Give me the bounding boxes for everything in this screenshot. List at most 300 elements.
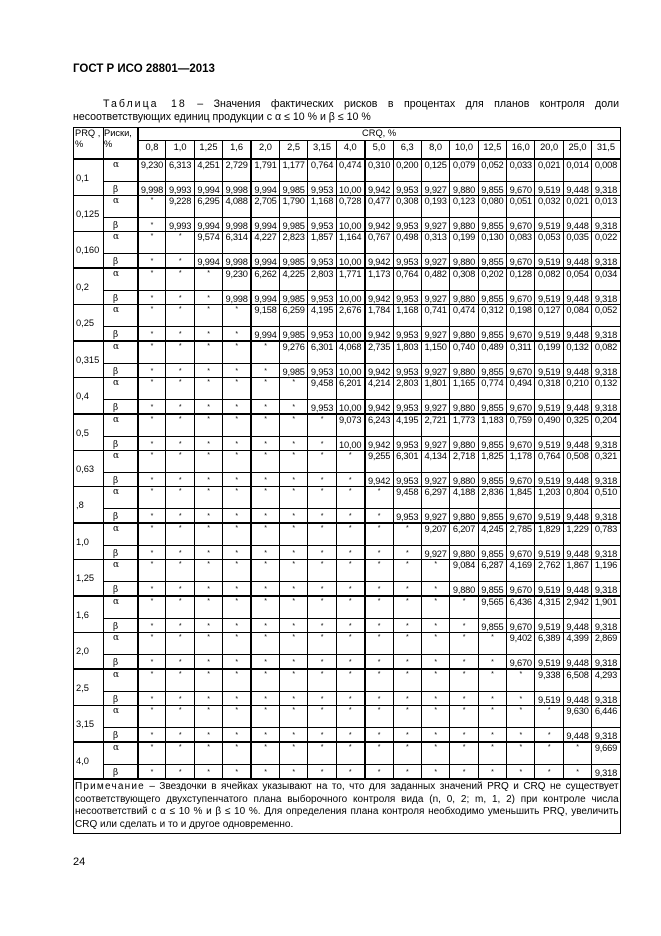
caption-line-2: несоответствующих единиц продукции с α ≤ 10 % и β ≤ 10 % [73,111,371,123]
risk-value-cell: 9,448 [563,254,591,269]
no-plan-cell: * [138,596,166,619]
no-plan-cell: * [138,669,166,692]
no-plan-cell: * [166,582,194,597]
risk-value-cell: 2,823 [279,232,307,254]
no-plan-cell: * [138,546,166,560]
no-plan-cell: * [421,692,449,706]
risk-value-cell: 9,318 [592,765,620,780]
risk-value-cell: 1,901 [592,596,620,619]
no-plan-cell: * [450,619,478,633]
note-text: – Звездочки в ячейках указывают на то, что для заданных значений PRQ и CRQ не существует соответствующего двухступенчатого плана выборочного контроля вида (n, 0, 2; m, 1, 2) при контроле числа несоответствий с α ≤ 10 % и β ≤ 10 %. Для определения плана контроля необходимо уменьшить PRQ, увеличить CRQ или сделать и то и другое одновременно. [75,781,619,830]
prq-value: 0,160 [74,232,104,269]
risk-value-cell: 9,519 [535,655,563,670]
risk-value-cell: 9,458 [308,378,336,400]
risk-value-cell: 9,993 [166,218,194,232]
no-plan-cell: * [450,728,478,743]
page-number: 24 [73,856,86,868]
no-plan-cell: * [421,742,449,765]
no-plan-cell: * [194,364,222,378]
no-plan-cell: * [194,378,222,400]
no-plan-cell: * [308,633,336,655]
caption-line-1 [73,98,619,111]
beta-symbol: β [104,254,138,269]
no-plan-cell: * [223,364,251,378]
no-plan-cell: * [166,596,194,619]
risk-value-cell: 9,985 [279,218,307,232]
risk-value-cell: 9,953 [393,327,421,342]
table-row-alpha [74,706,621,728]
risk-value-cell: 9,985 [279,291,307,305]
no-plan-cell: * [279,400,307,415]
risk-value-cell: 2,803 [308,268,336,291]
no-plan-cell: * [393,728,421,743]
risk-value-cell: 2,729 [223,159,251,182]
risk-value-cell: 9,953 [393,218,421,232]
no-plan-cell: * [421,633,449,655]
risk-value-cell: 9,953 [308,327,336,342]
risk-value-cell: 9,953 [393,254,421,269]
table-row-beta [74,364,621,378]
no-plan-cell: * [308,692,336,706]
no-plan-cell: * [166,473,194,487]
alpha-symbol: α [104,633,138,655]
prq-value: 0,5 [74,414,104,451]
no-plan-cell: * [336,669,364,692]
no-plan-cell: * [251,765,279,780]
no-plan-cell: * [308,655,336,670]
no-plan-cell: * [336,692,364,706]
no-plan-cell: * [223,437,251,451]
no-plan-cell: * [365,596,393,619]
risk-value-cell: 1,178 [507,451,535,473]
risk-value-cell: 0,510 [592,487,620,509]
risk-value-cell: 9,574 [194,232,222,254]
no-plan-cell: * [279,437,307,451]
risk-value-cell: 9,994 [194,182,222,196]
risk-value-cell: 0,764 [393,268,421,291]
no-plan-cell: * [194,546,222,560]
no-plan-cell: * [308,509,336,524]
risk-value-cell: 9,953 [308,400,336,415]
risk-value-cell: 9,230 [138,159,166,182]
risk-value-cell: 2,869 [592,633,620,655]
risk-value-cell: 4,068 [336,341,364,364]
prq-value: 0,1 [74,159,104,196]
no-plan-cell: * [308,546,336,560]
risk-value-cell: 9,880 [450,291,478,305]
no-plan-cell: * [223,596,251,619]
no-plan-cell: * [393,765,421,780]
risk-value-cell: 9,985 [279,327,307,342]
no-plan-cell: * [166,327,194,342]
no-plan-cell: * [166,364,194,378]
risk-value-cell: 9,519 [535,364,563,378]
no-plan-cell: * [194,619,222,633]
risk-value-cell: 0,325 [563,414,591,437]
risk-value-cell: 6,446 [592,706,620,728]
no-plan-cell: * [251,378,279,400]
risk-value-cell: 9,670 [507,400,535,415]
risk-value-cell: 9,985 [279,364,307,378]
prq-value: 1,0 [74,523,104,560]
no-plan-cell: * [336,560,364,582]
alpha-symbol: α [104,706,138,728]
risk-value-cell: 9,855 [478,546,506,560]
risk-value-cell: 0,051 [507,196,535,218]
no-plan-cell: * [223,473,251,487]
risk-value-cell: 9,953 [393,473,421,487]
beta-symbol: β [104,692,138,706]
alpha-symbol: α [104,196,138,218]
risk-value-cell: 9,519 [535,692,563,706]
table-row-beta [74,509,621,524]
no-plan-cell: * [279,546,307,560]
table-row-beta [74,437,621,451]
risk-value-cell: 9,855 [478,437,506,451]
risk-value-cell: 9,855 [478,291,506,305]
beta-symbol: β [104,364,138,378]
risk-value-cell: 1,791 [251,159,279,182]
risk-value-cell: 9,448 [563,582,591,597]
table-row-beta [74,655,621,670]
no-plan-cell: * [336,523,364,546]
table-row-beta [74,400,621,415]
risk-value-cell: 9,942 [365,327,393,342]
no-plan-cell: * [279,560,307,582]
no-plan-cell: * [507,692,535,706]
table-row-beta [74,218,621,232]
table-row-alpha [74,305,621,327]
risk-value-cell: 10,00 [336,400,364,415]
risk-value-cell: 9,318 [592,655,620,670]
crq-value-header: 25,0 [563,141,591,160]
beta-symbol: β [104,619,138,633]
no-plan-cell: * [251,655,279,670]
no-plan-cell: * [478,669,506,692]
beta-symbol: β [104,437,138,451]
risk-value-cell: 9,855 [478,582,506,597]
risk-value-cell: 9,448 [563,509,591,524]
risk-value-cell: 9,565 [478,596,506,619]
no-plan-cell: * [166,487,194,509]
no-plan-cell: * [336,509,364,524]
risk-value-cell: 6,436 [507,596,535,619]
no-plan-cell: * [336,582,364,597]
no-plan-cell: * [535,765,563,780]
risk-value-cell: 2,785 [507,523,535,546]
risk-value-cell: 6,201 [336,378,364,400]
no-plan-cell: * [365,523,393,546]
risk-value-cell: 0,740 [450,341,478,364]
risk-value-cell: 2,836 [478,487,506,509]
no-plan-cell: * [393,523,421,546]
risk-value-cell: 0,033 [507,159,535,182]
no-plan-cell: * [194,341,222,364]
prq-value: 2,5 [74,669,104,706]
risk-value-cell: 0,021 [535,159,563,182]
risk-value-cell: 0,034 [592,268,620,291]
risk-value-cell: 9,927 [421,327,449,342]
no-plan-cell: * [421,669,449,692]
crq-value-header: 5,0 [365,141,393,160]
no-plan-cell: * [336,765,364,780]
no-plan-cell: * [365,633,393,655]
no-plan-cell: * [251,560,279,582]
risk-value-cell: 9,073 [336,414,364,437]
risk-value-cell: 9,880 [450,254,478,269]
risk-value-cell: 0,494 [507,378,535,400]
no-plan-cell: * [166,414,194,437]
note-row [74,779,621,834]
no-plan-cell: * [365,765,393,780]
no-plan-cell: * [223,523,251,546]
no-plan-cell: * [365,546,393,560]
no-plan-cell: * [223,742,251,765]
no-plan-cell: * [223,669,251,692]
risk-value-cell: 1,784 [365,305,393,327]
risk-value-cell: 9,519 [535,400,563,415]
risk-value-cell: 10,00 [336,182,364,196]
risk-value-cell: 0,318 [535,378,563,400]
alpha-symbol: α [104,523,138,546]
risk-value-cell: 9,318 [592,400,620,415]
risk-value-cell: 9,228 [166,196,194,218]
risk-value-cell: 9,927 [421,291,449,305]
risk-value-cell: 9,880 [450,400,478,415]
risk-value-cell: 6,295 [194,196,222,218]
risk-value-cell: 9,670 [507,218,535,232]
risk-value-cell: 0,774 [478,378,506,400]
no-plan-cell: * [166,523,194,546]
no-plan-cell: * [194,305,222,327]
risk-value-cell: 1,801 [421,378,449,400]
risk-value-cell: 0,804 [563,487,591,509]
no-plan-cell: * [450,596,478,619]
no-plan-cell: * [308,523,336,546]
risk-value-cell: 1,845 [507,487,535,509]
risk-value-cell: 4,251 [194,159,222,182]
risk-value-cell: 1,790 [279,196,307,218]
risk-value-cell: 9,276 [279,341,307,364]
risk-value-cell: 10,00 [336,437,364,451]
risk-table-body [74,128,621,834]
table-row-beta [74,291,621,305]
risk-value-cell: 9,519 [535,546,563,560]
no-plan-cell: * [166,437,194,451]
no-plan-cell: * [166,742,194,765]
no-plan-cell: * [194,742,222,765]
risk-value-cell: 9,985 [279,182,307,196]
risk-value-cell: 0,308 [450,268,478,291]
no-plan-cell: * [308,560,336,582]
risk-value-cell: 0,313 [421,232,449,254]
no-plan-cell: * [279,378,307,400]
risk-value-cell: 9,318 [592,728,620,743]
no-plan-cell: * [251,509,279,524]
no-plan-cell: * [336,451,364,473]
no-plan-cell: * [450,669,478,692]
risk-value-cell: 0,083 [507,232,535,254]
risk-value-cell: 4,293 [592,669,620,692]
no-plan-cell: * [393,692,421,706]
alpha-symbol: α [104,451,138,473]
no-plan-cell: * [138,341,166,364]
risk-value-cell: 0,013 [592,196,620,218]
risk-value-cell: 9,448 [563,655,591,670]
risk-value-cell: 9,519 [535,218,563,232]
crq-value-header: 8,0 [421,141,449,160]
no-plan-cell: * [507,669,535,692]
table-row-beta [74,765,621,780]
risk-value-cell: 9,519 [535,291,563,305]
table-row-beta [74,619,621,633]
no-plan-cell: * [365,742,393,765]
no-plan-cell: * [478,765,506,780]
risk-value-cell: 9,953 [393,437,421,451]
no-plan-cell: * [365,706,393,728]
no-plan-cell: * [365,560,393,582]
risk-value-cell: 9,519 [535,509,563,524]
no-plan-cell: * [279,692,307,706]
no-plan-cell: * [251,596,279,619]
risk-value-cell: 0,200 [393,159,421,182]
beta-symbol: β [104,327,138,342]
risk-value-cell: 9,448 [563,182,591,196]
no-plan-cell: * [138,232,166,254]
risk-value-cell: 0,489 [478,341,506,364]
no-plan-cell: * [138,414,166,437]
no-plan-cell: * [393,655,421,670]
risk-value-cell: 9,953 [308,182,336,196]
risk-value-cell: 9,670 [507,327,535,342]
risk-value-cell: 9,669 [592,742,620,765]
no-plan-cell: * [251,582,279,597]
no-plan-cell: * [251,437,279,451]
risk-value-cell: 2,803 [393,378,421,400]
risk-value-cell: 9,927 [421,509,449,524]
no-plan-cell: * [478,728,506,743]
risk-value-cell: 9,448 [563,546,591,560]
risk-value-cell: 9,953 [393,400,421,415]
header-row-1 [74,128,621,141]
risk-value-cell: 0,127 [535,305,563,327]
prq-value: 0,2 [74,268,104,305]
alpha-symbol: α [104,669,138,692]
table-row-alpha [74,159,621,182]
no-plan-cell: * [223,327,251,342]
no-plan-cell: * [138,291,166,305]
risk-value-cell: 9,318 [592,327,620,342]
crq-value-header: 31,5 [592,141,620,160]
risk-value-cell: 1,829 [535,523,563,546]
risk-value-cell: 9,255 [365,451,393,473]
no-plan-cell: * [563,742,591,765]
risk-value-cell: 9,158 [251,305,279,327]
no-plan-cell: * [166,400,194,415]
risk-value-cell: 9,448 [563,473,591,487]
risk-value-cell: 9,942 [365,400,393,415]
no-plan-cell: * [308,451,336,473]
risk-value-cell: 0,084 [563,305,591,327]
no-plan-cell: * [138,437,166,451]
risk-value-cell: 4,169 [507,560,535,582]
no-plan-cell: * [166,633,194,655]
risk-value-cell: 0,128 [507,268,535,291]
risk-value-cell: 0,767 [365,232,393,254]
no-plan-cell: * [279,765,307,780]
risk-value-cell: 9,670 [507,473,535,487]
no-plan-cell: * [279,655,307,670]
prq-value: 0,315 [74,341,104,378]
no-plan-cell: * [194,268,222,291]
no-plan-cell: * [279,633,307,655]
no-plan-cell: * [166,268,194,291]
risk-value-cell: 9,318 [592,582,620,597]
no-plan-cell: * [138,218,166,232]
no-plan-cell: * [279,619,307,633]
risk-value-cell: 0,482 [421,268,449,291]
no-plan-cell: * [279,669,307,692]
risk-column-header: Риски, % [104,128,138,160]
table-row-beta [74,546,621,560]
risk-value-cell: 0,022 [592,232,620,254]
no-plan-cell: * [194,692,222,706]
risk-value-cell: 0,125 [421,159,449,182]
no-plan-cell: * [308,742,336,765]
no-plan-cell: * [478,742,506,765]
crq-value-header: 1,25 [194,141,222,160]
risk-value-cell: 9,519 [535,582,563,597]
risk-value-cell: 4,227 [251,232,279,254]
alpha-symbol: α [104,742,138,765]
no-plan-cell: * [223,341,251,364]
no-plan-cell: * [308,473,336,487]
no-plan-cell: * [450,765,478,780]
risk-value-cell: 9,670 [507,655,535,670]
risk-value-cell: 6,259 [279,305,307,327]
table-row-alpha [74,633,621,655]
no-plan-cell: * [223,633,251,655]
prq-value: 0,25 [74,305,104,342]
risk-value-cell: 0,130 [478,232,506,254]
risk-value-cell: 2,676 [336,305,364,327]
no-plan-cell: * [365,728,393,743]
no-plan-cell: * [138,619,166,633]
risk-value-cell: 6,262 [251,268,279,291]
table-row-alpha [74,560,621,582]
no-plan-cell: * [138,765,166,780]
risk-value-cell: 9,855 [478,364,506,378]
risk-value-cell: 9,993 [166,182,194,196]
risk-value-cell: 9,318 [592,619,620,633]
risk-value-cell: 10,00 [336,364,364,378]
no-plan-cell: * [507,742,535,765]
risk-value-cell: 2,721 [421,414,449,437]
risk-value-cell: 0,210 [563,378,591,400]
risk-value-cell: 0,783 [592,523,620,546]
no-plan-cell: * [279,487,307,509]
no-plan-cell: * [138,196,166,218]
risk-value-cell: 10,00 [336,327,364,342]
risk-value-cell: 9,448 [563,728,591,743]
risk-value-cell: 9,927 [421,218,449,232]
no-plan-cell: * [251,400,279,415]
no-plan-cell: * [279,451,307,473]
table-row-beta [74,182,621,196]
risk-value-cell: 1,196 [592,560,620,582]
risk-value-cell: 1,164 [336,232,364,254]
no-plan-cell: * [251,728,279,743]
